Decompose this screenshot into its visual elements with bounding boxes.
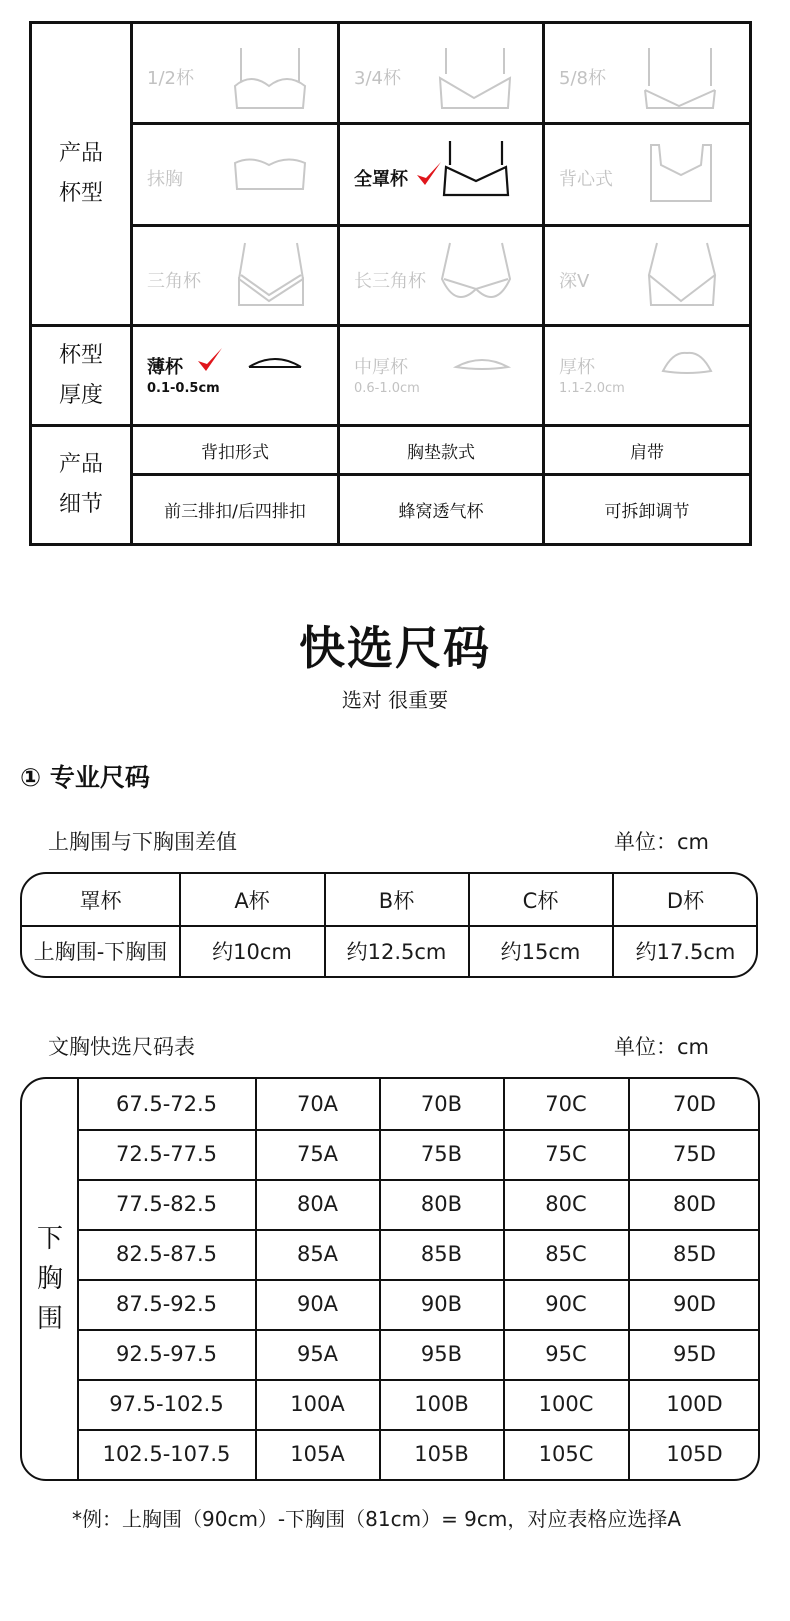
underbust-range-cell: 87.5-92.5 <box>115 1292 218 1316</box>
detail-header-clasp: 背扣形式 <box>201 442 269 463</box>
size-table-unit: 单位：cm <box>614 1035 710 1059</box>
detail-header-strap: 肩带 <box>630 442 664 463</box>
size-cell: 105B <box>414 1442 469 1466</box>
thickness-label-selected: 薄杯 <box>147 357 183 378</box>
detail-header-pad: 胸垫款式 <box>407 442 475 463</box>
size-cell: 85C <box>545 1242 587 1266</box>
cup-cell-half <box>133 24 337 122</box>
diff-header-cell: D杯 <box>666 888 705 913</box>
size-cell: 90A <box>296 1292 339 1316</box>
size-cell: 85D <box>673 1242 716 1266</box>
full-cup-bra-icon <box>440 137 512 209</box>
section-title: ① 专业尺码 <box>20 763 150 792</box>
thick-pad-icon <box>659 349 715 377</box>
underbust-range-cell: 97.5-102.5 <box>109 1392 224 1416</box>
diff-header-cell: B杯 <box>378 888 415 913</box>
thickness-range: 1.1-2.0cm <box>559 381 625 396</box>
size-cell: 95B <box>420 1342 463 1366</box>
size-cell: 100C <box>538 1392 594 1416</box>
size-cell: 105D <box>666 1442 723 1466</box>
five-eighths-cup-bra-icon <box>641 42 721 112</box>
underbust-range-cell: 82.5-87.5 <box>115 1242 218 1266</box>
cup-label: 深V <box>559 271 590 292</box>
diff-table-caption: 上胸围与下胸围差值 <box>48 830 237 854</box>
cup-label-selected: 全罩杯 <box>354 169 408 190</box>
size-cell: 100D <box>666 1392 723 1416</box>
cup-cell-triangle <box>133 227 337 324</box>
page-title: 快选尺码 <box>299 621 491 675</box>
cup-cell-three-quarter <box>340 24 542 122</box>
half-cup-bra-icon <box>231 42 311 112</box>
size-cell: 85B <box>420 1242 463 1266</box>
diff-header-cell: A杯 <box>234 888 270 913</box>
footnote-example: *例：上胸围（90cm）-下胸围（81cm）= 9cm，对应表格应选择A <box>72 1507 682 1531</box>
size-cell: 70A <box>296 1092 339 1116</box>
thickness-range: 0.6-1.0cm <box>354 381 420 396</box>
product-info-table <box>29 21 752 546</box>
size-cell: 105A <box>290 1442 345 1466</box>
thickness-label: 杯型 厚度 <box>58 342 103 408</box>
thickness-label: 中厚杯 <box>354 357 408 378</box>
size-cell: 75A <box>296 1142 339 1166</box>
size-cell: 70C <box>545 1092 587 1116</box>
diff-value-cell: 约10cm <box>212 940 292 964</box>
cup-label: 1/2杯 <box>147 68 194 89</box>
thickness-cell-medium <box>340 327 542 424</box>
cup-label: 3/4杯 <box>354 68 401 89</box>
underbust-range-cell: 102.5-107.5 <box>102 1442 231 1466</box>
underbust-range-cell: 72.5-77.5 <box>115 1142 218 1166</box>
underbust-range-cell: 77.5-82.5 <box>115 1192 218 1216</box>
underbust-range-cell: 67.5-72.5 <box>115 1092 218 1116</box>
checkmark-icon <box>195 345 225 375</box>
size-cell: 105C <box>538 1442 594 1466</box>
cup-type-label: 产品 杯型 <box>58 141 103 206</box>
thin-pad-icon <box>245 353 305 371</box>
cup-label: 背心式 <box>559 169 613 190</box>
cup-cell-vest <box>545 125 749 224</box>
triangle-bra-icon <box>231 239 311 309</box>
diff-value-cell: 约17.5cm <box>635 940 736 964</box>
cup-difference-table <box>20 872 758 978</box>
size-cell: 95C <box>545 1342 587 1366</box>
three-quarter-cup-bra-icon <box>436 42 516 112</box>
cup-label: 抹胸 <box>147 169 183 190</box>
size-cell: 80D <box>673 1192 716 1216</box>
deep-v-bra-icon <box>643 239 723 309</box>
cup-label: 5/8杯 <box>559 68 606 89</box>
size-cell: 70D <box>673 1092 716 1116</box>
size-cell: 85A <box>296 1242 339 1266</box>
size-cell: 90B <box>420 1292 463 1316</box>
diff-value-cell: 约12.5cm <box>346 940 447 964</box>
tube-bra-icon <box>231 153 311 197</box>
long-triangle-bra-icon <box>436 239 516 309</box>
size-cell: 100A <box>290 1392 345 1416</box>
size-cell: 70B <box>420 1092 463 1116</box>
detail-label: 产品 细节 <box>58 452 103 517</box>
cup-cell-long-triangle <box>340 227 542 324</box>
diff-value-cell: 上胸围-下胸围 <box>33 940 168 964</box>
size-cell: 100B <box>414 1392 469 1416</box>
size-cell: 75D <box>673 1142 716 1166</box>
thickness-cell-thin <box>133 327 337 424</box>
size-cell: 80B <box>420 1192 463 1216</box>
diff-value-cell: 约15cm <box>500 940 581 964</box>
vest-bra-icon <box>645 139 717 211</box>
size-cell: 75C <box>545 1142 587 1166</box>
detail-value-pad: 蜂窝透气杯 <box>398 502 484 522</box>
size-table <box>20 1077 760 1481</box>
size-cell: 90D <box>673 1292 716 1316</box>
size-table-row-label: 下 胸 围 <box>36 1224 63 1334</box>
size-cell: 80A <box>296 1192 339 1216</box>
size-cell: 90C <box>545 1292 587 1316</box>
thickness-range-selected: 0.1-0.5cm <box>147 381 220 396</box>
size-cell: 75B <box>420 1142 463 1166</box>
cup-cell-five-eighths <box>545 24 749 122</box>
thickness-label: 厚杯 <box>559 357 595 378</box>
diff-header-cell: 罩杯 <box>79 888 122 913</box>
medium-pad-icon <box>452 351 512 373</box>
size-cell: 95A <box>296 1342 339 1366</box>
cup-cell-deep-v <box>545 227 749 324</box>
diff-header-cell: C杯 <box>522 888 559 913</box>
cup-label: 三角杯 <box>147 271 201 292</box>
detail-value-clasp: 前三排扣/后四排扣 <box>164 502 306 522</box>
thickness-cell-thick <box>545 327 749 424</box>
cup-cell-full <box>340 125 542 224</box>
underbust-range-cell: 92.5-97.5 <box>115 1342 218 1366</box>
diff-table-unit: 单位：cm <box>614 830 710 854</box>
cup-label: 长三角杯 <box>354 271 426 292</box>
page-subtitle: 选对 很重要 <box>341 688 449 712</box>
detail-value-strap: 可拆卸调节 <box>604 502 690 522</box>
cup-cell-tube <box>133 125 337 224</box>
size-cell: 80C <box>545 1192 587 1216</box>
size-cell: 95D <box>673 1342 716 1366</box>
size-table-caption: 文胸快选尺码表 <box>48 1035 195 1059</box>
